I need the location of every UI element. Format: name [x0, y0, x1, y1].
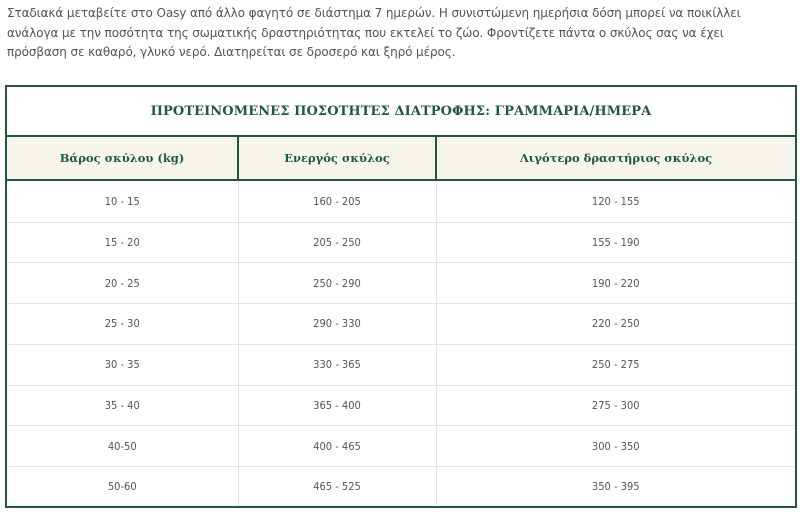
intro-paragraph: Σταδιακά μεταβείτε στο Oasy από άλλο φαγητό σε διάστημα 7 ημερών. Η συνιστώμενη ημερήσια δόση μπορεί να ποικίλλει ανάλογα με την ποσότητα της σωματικής δραστηριότητας που εκτελεί το ζώο. Φροντίζετε πάντα ο σκύλος σας να έχει πρόσβαση σε καθαρό, γλυκό νερό. Διατηρείται σε δροσερό και ξηρό μέρος. — [7, 6, 741, 59]
active-dog-cell: 160 - 205 — [238, 180, 436, 222]
header-dog-weight: Βάρος σκύλου (kg) — [7, 136, 238, 180]
table-row — [7, 222, 795, 263]
active-dog-cell: 205 - 250 — [238, 222, 436, 263]
less-active-dog-cell: 220 - 250 — [436, 304, 795, 345]
less-active-dog-cell: 350 - 395 — [591, 480, 640, 493]
active-dog-cell: 330 - 365 — [238, 344, 436, 385]
table-row — [7, 426, 795, 467]
active-dog-cell: 465 - 525 — [238, 467, 436, 506]
table-row — [7, 304, 795, 345]
less-active-dog-cell: 120 - 155 — [436, 180, 795, 222]
weight-cell: 15 - 20 — [7, 222, 238, 263]
feeding-table — [5, 85, 797, 508]
less-active-dog-cell: 190 - 220 — [436, 263, 795, 304]
less-active-dog-cell: 300 - 350 — [436, 426, 795, 467]
active-dog-cell: 365 - 400 — [238, 385, 436, 426]
table-row — [7, 385, 795, 426]
weight-cell: 25 - 30 — [7, 304, 238, 345]
table-title: ΠΡΟΤΕΙΝΟΜΕΝΕΣ ΠΟΣΟΤΗΤΕΣ ΔΙΑΤΡΟΦΗΣ: ΓΡΑΜΜΑΡΙΑ/ΗΜΕΡΑ — [7, 87, 795, 136]
table-row — [7, 467, 795, 506]
active-dog-cell: 290 - 330 — [238, 304, 436, 345]
active-dog-cell: 400 - 465 — [238, 426, 436, 467]
weight-cell: 30 - 35 — [7, 344, 238, 385]
less-active-dog-cell: 155 - 190 — [436, 222, 795, 263]
less-active-dog-cell: 250 - 275 — [436, 344, 795, 385]
table-body — [7, 180, 795, 506]
weight-cell: 40-50 — [7, 426, 238, 467]
weight-cell: 50-60 — [7, 467, 238, 506]
weight-cell: 35 - 40 — [7, 385, 238, 426]
active-dog-cell: 250 - 290 — [238, 263, 436, 304]
weight-cell: 10 - 15 — [7, 180, 238, 222]
less-active-dog-cell: 275 - 300 — [436, 385, 795, 426]
weight-cell: 20 - 25 — [7, 263, 238, 304]
table-row — [7, 263, 795, 304]
table-row — [7, 180, 795, 222]
header-active-dog: Ενεργός σκύλος — [238, 136, 436, 180]
header-less-active-dog: Λιγότερο δραστήριος σκύλος — [436, 136, 795, 180]
table-row — [7, 344, 795, 385]
